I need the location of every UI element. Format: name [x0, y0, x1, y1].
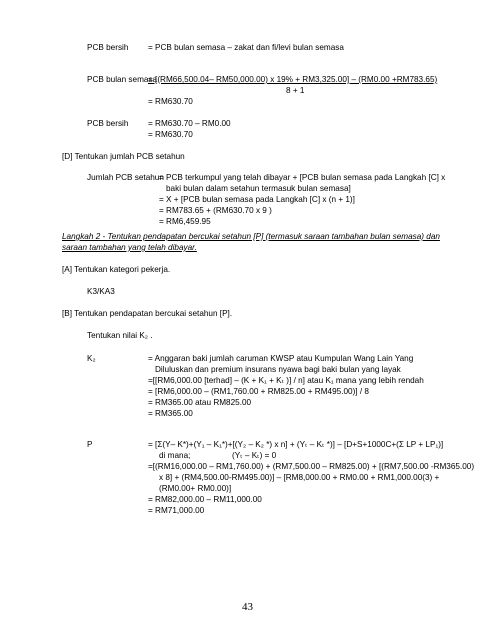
pcb-bersih-formula: = PCB bulan semasa – zakat dan fi/levi bulan semasa: [148, 43, 344, 52]
p-formula: = [Σ(Y– K*)+(Y₁ – K₁*)+[(Y₂ – K₂ *) x n] + (Yₜ – Kₜ *)] – [D+S+1000C+(Σ LP + LP₁)]: [148, 440, 444, 449]
k2-label: K₂: [87, 354, 96, 363]
pcb-bulan-semasa-label: PCB bulan semasa: [87, 75, 158, 84]
step-2-heading-line-2: saraan tambahan yang telah dibayar.: [62, 243, 197, 252]
pcb-bersih-result: = RM630.70: [148, 130, 193, 139]
p-line-1: =[(RM16,000.00 – RM1,760.00) + (RM7,500.00 – RM825.00) + [(RM7,500.00 -RM365.00): [148, 462, 475, 471]
pcb-bersih-step: = RM630.70 – RM0.00: [148, 119, 231, 128]
section-d-heading: [D] Tentukan jumlah PCB setahun: [62, 152, 185, 161]
p-where-value: (Yₜ – Kₜ) = 0: [232, 451, 277, 460]
k2-result: = RM365.00: [148, 409, 193, 418]
pcb-bulan-semasa-result: = RM630.70: [148, 97, 193, 106]
jumlah-pcb-line-4: = RM783.65 + (RM630.70 x 9 ): [159, 206, 272, 215]
jumlah-pcb-line-2: baki bulan dalam setahun termasuk bulan semasa]: [166, 184, 351, 193]
section-b-heading: [B] Tentukan pendapatan bercukai setahun [P].: [62, 309, 233, 318]
k2-line-5: = RM365.00 atau RM825.00: [148, 398, 252, 407]
p-result: = RM71,000.00: [148, 506, 205, 515]
p-line-3: (RM0.00+ RM0.00)]: [159, 484, 232, 493]
k2-instruction: Tentukan nilai K₂ .: [87, 331, 153, 340]
pcb-bersih-label-2: PCB bersih: [87, 119, 129, 128]
p-line-4: = RM82,000.00 – RM11,000.00: [148, 495, 262, 504]
k2-line-2: Diluluskan dan premium insurans nyawa bagi baki bulan yang layak: [155, 365, 401, 374]
p-label: P: [87, 440, 93, 449]
employee-category: K3/KA3: [87, 287, 115, 296]
section-a-heading: [A] Tentukan kategori pekerja.: [62, 265, 171, 274]
pcb-bersih-label: PCB bersih: [87, 43, 129, 52]
k2-line-4: = [RM6,000.00 – (RM1,760.00 + RM825.00 + RM495.00)] / 8: [148, 387, 369, 396]
pcb-bulan-semasa-numerator: = [(RM66,500.04– RM50,000.00) x 19% + RM3,325.00] – (RM0.00 +RM783.65): [148, 75, 438, 84]
step-2-heading-line-1: Langkah 2 - Tentukan pendapatan bercukai setahun [P] (termasuk saraan tambahan bulan semasa) dan: [62, 232, 440, 241]
jumlah-pcb-line-1: = PCB terkumpul yang telah dibayar + [PCB bulan semasa pada Langkah [C] x: [159, 173, 446, 182]
p-line-2: x 8] + (RM4,500.00-RM495.00)] – [RM8,000.00 + RM0.00 + RM1,000.00(3) +: [159, 473, 440, 482]
jumlah-pcb-label: Jumlah PCB setahun: [87, 173, 164, 182]
jumlah-pcb-result: = RM6,459.95: [159, 217, 211, 226]
p-where-label: di mana;: [159, 451, 191, 460]
k2-line-1: = Anggaran baki jumlah caruman KWSP atau Kumpulan Wang Lain Yang: [148, 354, 414, 363]
jumlah-pcb-line-3: = X + [PCB bulan semasa pada Langkah [C] x (n + 1)]: [159, 195, 355, 204]
k2-line-3: =[[RM6,000.00 [terhad] – (K + K₁ + Kₜ )] / n] atau K₁ mana yang lebih rendah: [148, 376, 424, 385]
pcb-bulan-semasa-denominator: 8 + 1: [286, 86, 305, 95]
page-number: 43: [242, 601, 253, 613]
